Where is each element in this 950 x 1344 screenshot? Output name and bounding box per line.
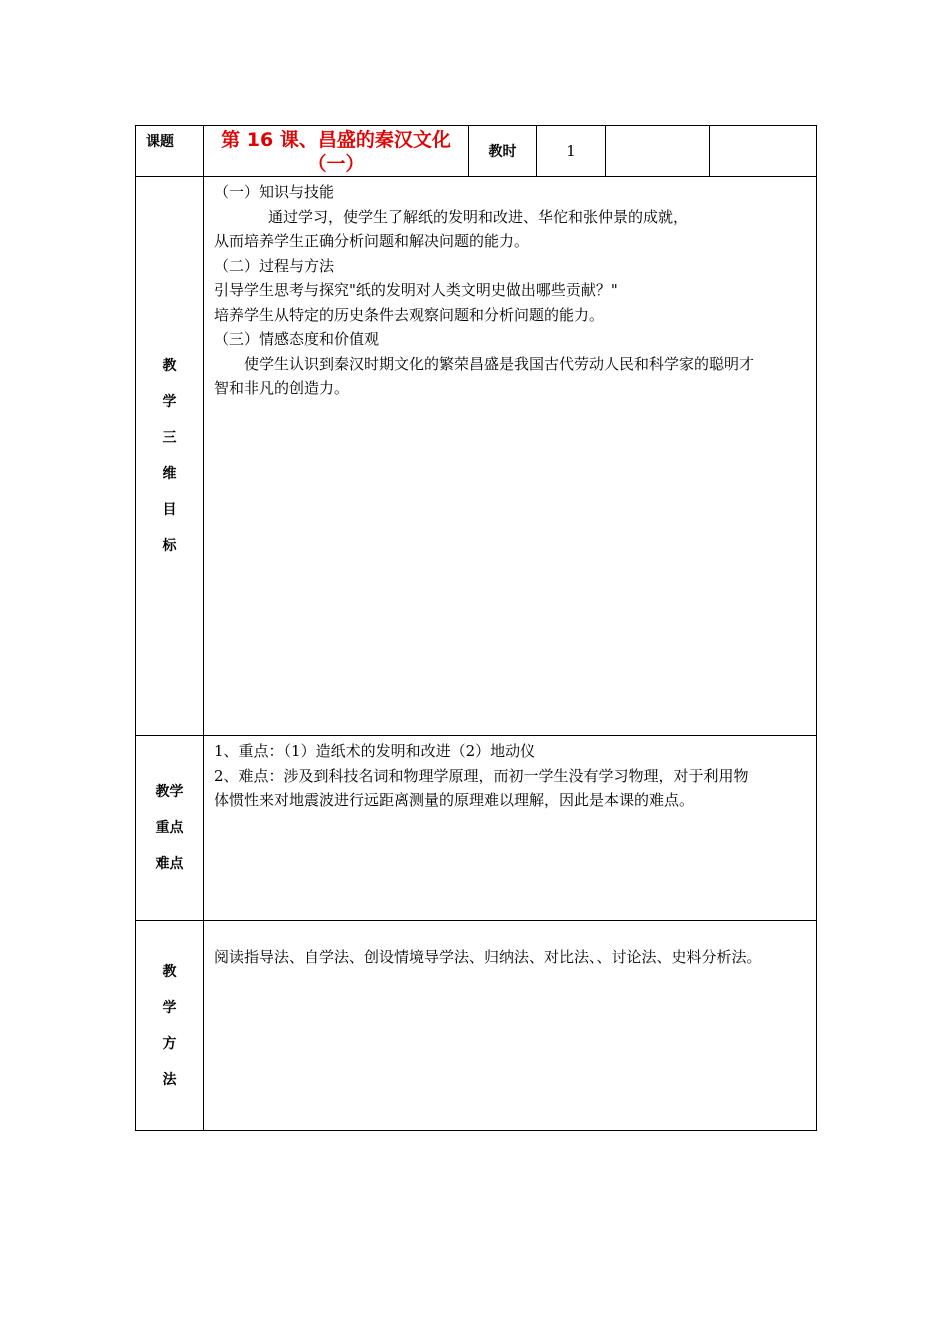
key-points-label-line: 重点 <box>155 820 184 836</box>
hours-label: 教时 <box>469 126 537 177</box>
objectives-label-char: 维 <box>162 466 177 482</box>
objective-line: 引导学生思考与探究"纸的发明对人类文明史做出哪些贡献？" <box>214 281 618 299</box>
methods-content <box>204 921 817 1131</box>
lesson-plan-table <box>135 125 817 1131</box>
methods-label-char: 教 <box>162 963 177 980</box>
objectives-label-char: 标 <box>162 538 177 554</box>
key-points-label <box>136 736 204 921</box>
objective-heading: （一）知识与技能 <box>214 183 335 201</box>
methods-label <box>136 921 204 1131</box>
difficulty-line: 体惯性来对地震波进行远距离测量的原理难以理解，因此是本课的难点。 <box>214 791 695 809</box>
objective-line: 智和非凡的创造力。 <box>214 379 350 397</box>
objective-line: 通过学习，使学生了解纸的发明和改进、华佗和张仲景的成就， <box>268 207 689 226</box>
objectives-label-char: 学 <box>162 394 177 410</box>
key-points-label-line: 教学 <box>155 784 184 800</box>
objective-line: 培养学生从特定的历史条件去观察问题和分析问题的能力。 <box>214 305 605 324</box>
key-points-content <box>204 736 817 921</box>
objective-line: 使学生认识到秦汉时期文化的繁荣昌盛是我国古代劳动人民和科学家的聪明才 <box>244 354 755 373</box>
key-point-line: 1、重点：（1）造纸术的发明和改进（2）地动仪 <box>214 742 536 760</box>
methods-label-char: 学 <box>162 999 177 1016</box>
objectives-label-char: 三 <box>162 430 177 446</box>
hours-value: 1 <box>537 126 606 177</box>
header-row <box>136 126 817 177</box>
objectives-label-char: 目 <box>162 502 177 518</box>
methods-row <box>136 921 817 1131</box>
key-points-row <box>136 736 817 921</box>
objectives-label <box>136 177 204 736</box>
objectives-row <box>136 177 817 736</box>
empty-cell <box>606 126 710 177</box>
methods-text: 阅读指导法、自学法、创设情境导学法、归纳法、对比法、、讨论法、史料分析法。 <box>214 948 762 966</box>
objective-line: 从而培养学生正确分析问题和解决问题的能力。 <box>214 232 530 250</box>
methods-label-char: 法 <box>162 1071 177 1088</box>
key-points-label-line: 难点 <box>155 856 184 872</box>
title-label: 课题 <box>136 126 204 177</box>
objectives-label-char: 教 <box>162 358 177 374</box>
objectives-content <box>204 177 817 736</box>
objective-heading: （二）过程与方法 <box>214 256 335 275</box>
methods-label-char: 方 <box>162 1035 177 1052</box>
difficulty-line: 2、难点：涉及到科技名词和物理学原理，而初一学生没有学习物理，对于利用物 <box>214 766 749 785</box>
empty-cell <box>710 126 817 177</box>
lesson-title: 第 16 课、昌盛的秦汉文化（一） <box>204 126 469 177</box>
objective-heading: （三）情感态度和价值观 <box>214 330 380 348</box>
